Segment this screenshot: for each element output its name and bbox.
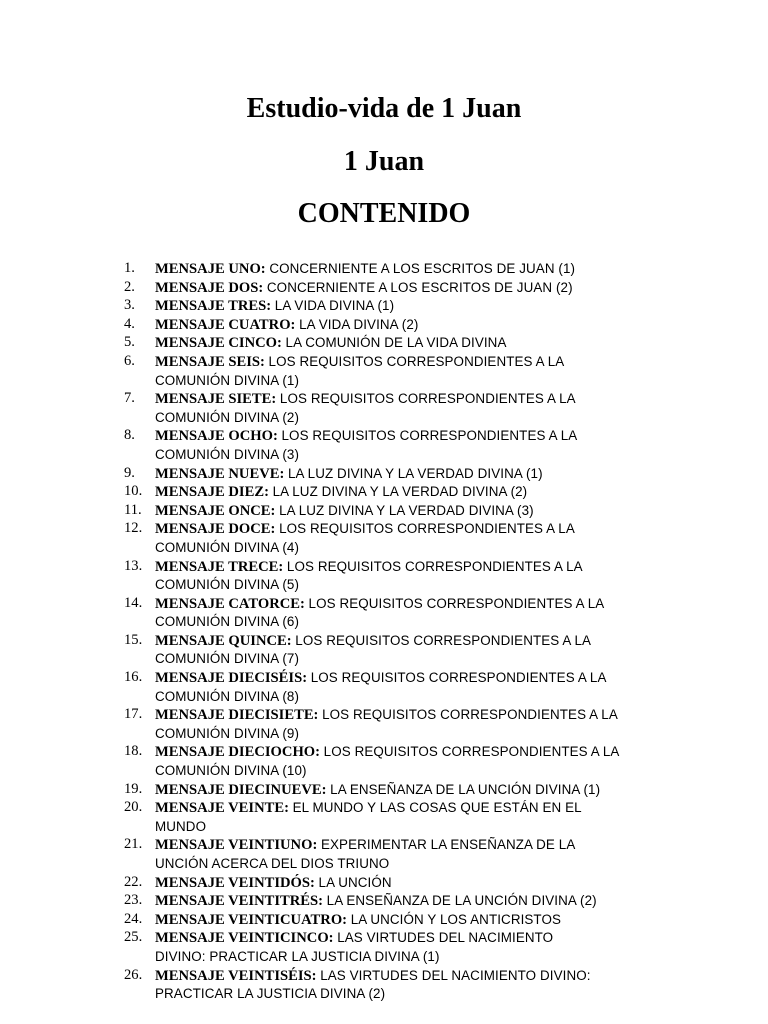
toc-entry-number (0, 297, 152, 315)
toc-entry (0, 520, 768, 557)
table-of-contents (0, 260, 768, 1004)
toc-entry-number (0, 595, 152, 613)
toc-entry-title-line: COMUNIÓN DIVINA (9) (155, 725, 299, 741)
toc-entry-title-line: EL MUNDO Y LAS COSAS QUE ESTÁN EN EL (292, 800, 582, 816)
toc-entry-label: MENSAJE NUEVE: (155, 465, 285, 482)
toc-entry-number-text: 2. (124, 278, 135, 295)
toc-entry-number (0, 781, 152, 799)
toc-entry (0, 502, 768, 521)
toc-entry-label: MENSAJE OCHO: (155, 428, 278, 445)
toc-entry-number (0, 520, 152, 538)
toc-entry-title-line: CONCERNIENTE A LOS ESCRITOS DE JUAN (1) (269, 261, 576, 276)
toc-entry-number (0, 427, 152, 445)
toc-entry-number (0, 892, 152, 910)
toc-entry-number-text: 10. (124, 483, 143, 500)
toc-entry-number (0, 632, 152, 650)
toc-entry-title-line: COMUNIÓN DIVINA (4) (155, 539, 299, 555)
toc-entry-title-line: PRACTICAR LA JUSTICIA DIVINA (2) (155, 986, 386, 1002)
toc-entry-title-line: MUNDO (155, 818, 207, 834)
toc-entry-title-line: LA UNCIÓN (318, 874, 392, 890)
toc-entry-label: MENSAJE QUINCE: (155, 632, 292, 649)
toc-entry-title-line: LOS REQUISITOS CORRESPONDIENTES A LA (323, 744, 620, 760)
toc-entry-number (0, 483, 152, 501)
toc-entry-title-line: LAS VIRTUDES DEL NACIMIENTO DIVINO: (320, 967, 591, 983)
toc-entry (0, 334, 768, 353)
toc-entry-title-line: LOS REQUISITOS CORRESPONDIENTES A LA (310, 670, 607, 686)
toc-entry-number (0, 911, 152, 929)
toc-entry-title-line: COMUNIÓN DIVINA (2) (155, 409, 299, 425)
toc-entry-title-line: DIVINO: PRACTICAR LA JUSTICIA DIVINA (1) (155, 948, 440, 964)
toc-entry-number-text: 3. (124, 297, 135, 314)
toc-entry-title-line: COMUNIÓN DIVINA (3) (155, 446, 299, 462)
toc-entry-number-text: 20. (124, 799, 143, 816)
toc-entry-label: MENSAJE CUATRO: (155, 316, 296, 333)
toc-entry-title-line: EXPERIMENTAR LA ENSEÑANZA DE LA (320, 837, 576, 853)
toc-entry (0, 743, 768, 780)
toc-entry-number (0, 874, 152, 892)
toc-entry-number-text: 13. (124, 557, 143, 574)
toc-entry-number (0, 799, 152, 817)
toc-entry-title-line: LA COMUNIÓN DE LA VIDA DIVINA (285, 335, 507, 351)
toc-entry (0, 967, 768, 1004)
toc-entry-title-line: LA VIDA DIVINA (2) (299, 316, 419, 332)
toc-entry-label: MENSAJE DIECISÉIS: (155, 670, 308, 687)
toc-entry-number-text: 24. (124, 910, 143, 927)
toc-entry-title-line: LOS REQUISITOS CORRESPONDIENTES A LA (308, 595, 605, 611)
toc-entry-number-text: 17. (124, 706, 143, 723)
toc-entry-number (0, 353, 152, 371)
toc-entry-label: MENSAJE DOS: (155, 279, 264, 296)
toc-entry (0, 929, 768, 966)
toc-entry-number (0, 260, 152, 278)
toc-entry-label: MENSAJE VEINTIDÓS: (155, 874, 315, 891)
toc-entry (0, 595, 768, 632)
toc-entry-title-line: COMUNIÓN DIVINA (6) (155, 614, 299, 630)
toc-entry-title-line: LA VIDA DIVINA (1) (274, 298, 395, 314)
toc-entry-number-text: 15. (124, 631, 143, 648)
toc-entry-title-line: LA LUZ DIVINA Y LA VERDAD DIVINA (1) (287, 465, 543, 481)
toc-entry-number (0, 502, 152, 520)
toc-entry-number-text: 22. (124, 873, 143, 890)
toc-entry-title-line: COMUNIÓN DIVINA (1) (155, 372, 299, 388)
toc-entry (0, 874, 768, 893)
toc-entry-number-text: 18. (124, 743, 143, 760)
toc-entry-number-text: 1. (124, 260, 135, 276)
toc-entry-title-line: UNCIÓN ACERCA DEL DIOS TRIUNO (155, 856, 390, 871)
toc-entry-title-line: LOS REQUISITOS CORRESPONDIENTES A LA (322, 707, 618, 723)
toc-entry-title-line: LA LUZ DIVINA Y LA VERDAD DIVINA (3) (279, 502, 534, 518)
toc-entry-number (0, 929, 152, 947)
toc-entry-label: MENSAJE TRECE: (155, 558, 284, 575)
contents-heading: CONTENIDO (297, 198, 471, 229)
toc-entry-number-text: 4. (124, 315, 135, 332)
toc-entry (0, 781, 768, 800)
toc-entry-number (0, 334, 152, 352)
toc-entry (0, 669, 768, 706)
toc-entry (0, 799, 768, 836)
toc-entry-number-text: 14. (124, 594, 143, 611)
toc-entry-number (0, 743, 152, 761)
toc-entry-label: MENSAJE VEINTICINCO: (155, 930, 334, 947)
toc-entry-label: MENSAJE CATORCE: (155, 595, 305, 612)
toc-entry-label: MENSAJE VEINTE: (155, 800, 289, 817)
toc-entry-title-line: COMUNIÓN DIVINA (10) (155, 763, 307, 779)
toc-entry-number-text: 26. (124, 966, 143, 983)
toc-entry (0, 427, 768, 464)
toc-entry-title-line: LOS REQUISITOS CORRESPONDIENTES A LA (295, 632, 592, 648)
toc-entry-title-line: LA ENSEÑANZA DE LA UNCIÓN DIVINA (2) (326, 893, 597, 909)
toc-entry-label: MENSAJE SEIS: (155, 353, 265, 370)
toc-entry (0, 558, 768, 595)
toc-entry-title-line: LOS REQUISITOS CORRESPONDIENTES A LA (279, 521, 575, 537)
toc-entry-number-text: 7. (124, 390, 135, 407)
toc-entry-title-line: CONCERNIENTE A LOS ESCRITOS DE JUAN (2) (266, 279, 573, 295)
toc-entry-number (0, 390, 152, 408)
document-title: Estudio-vida de 1 Juan (246, 93, 522, 124)
toc-entry-label: MENSAJE VEINTISÉIS: (155, 967, 317, 984)
toc-entry-title-line: LA LUZ DIVINA Y LA VERDAD DIVINA (2) (272, 484, 528, 500)
toc-entry-label: MENSAJE DOCE: (155, 521, 276, 538)
toc-entry-number (0, 836, 152, 854)
toc-entry (0, 836, 768, 873)
toc-entry-title-line: LAS VIRTUDES DEL NACIMIENTO (337, 930, 554, 946)
toc-entry-number-text: 16. (124, 669, 143, 686)
toc-entry-label: MENSAJE ONCE: (155, 502, 276, 519)
toc-entry-number (0, 967, 152, 985)
toc-entry (0, 483, 768, 502)
toc-entry-label: MENSAJE SIETE: (155, 391, 277, 408)
toc-entry-number-text: 21. (124, 836, 143, 853)
toc-entry-number (0, 669, 152, 687)
toc-entry (0, 911, 768, 930)
toc-entry (0, 465, 768, 484)
toc-entry-title-line: LA UNCIÓN Y LOS ANTICRISTOS (350, 911, 562, 927)
toc-entry (0, 297, 768, 316)
toc-entry-number-text: 12. (124, 520, 143, 537)
toc-entry (0, 632, 768, 669)
toc-entry-label: MENSAJE DIECISIETE: (155, 707, 319, 724)
toc-entry-label: MENSAJE VEINTITRÉS: (155, 893, 324, 910)
toc-entry-number (0, 558, 152, 576)
toc-entry-title-line: LOS REQUISITOS CORRESPONDIENTES A LA (281, 428, 578, 444)
toc-entry-title-line: LOS REQUISITOS CORRESPONDIENTES A LA (268, 353, 565, 369)
toc-entry-label: MENSAJE VEINTIUNO: (155, 837, 318, 854)
toc-entry-number (0, 706, 152, 724)
toc-entry-number (0, 279, 152, 297)
toc-entry-number (0, 465, 152, 483)
toc-entry-title-line: COMUNIÓN DIVINA (8) (155, 688, 299, 704)
toc-entry (0, 279, 768, 298)
toc-entry (0, 353, 768, 390)
toc-entry-title-line: COMUNIÓN DIVINA (7) (155, 651, 299, 667)
toc-entry-number-text: 23. (124, 892, 143, 909)
toc-entry-label: MENSAJE DIEZ: (155, 484, 269, 501)
toc-entry-label: MENSAJE VEINTICUATRO: (155, 911, 348, 928)
toc-entry (0, 892, 768, 911)
toc-entry-label: MENSAJE TRES: (155, 298, 272, 315)
toc-entry-number-text: 19. (124, 780, 143, 797)
toc-entry (0, 390, 768, 427)
toc-entry-title-line: LOS REQUISITOS CORRESPONDIENTES A LA (286, 558, 583, 574)
toc-entry-number-text: 6. (124, 352, 135, 369)
toc-entry-title-line: COMUNIÓN DIVINA (5) (155, 577, 299, 593)
toc-entry-label: MENSAJE DIECIOCHO: (155, 744, 321, 761)
toc-entry-label: MENSAJE DIECINUEVE: (155, 781, 327, 798)
toc-entry-number-text: 25. (124, 929, 143, 946)
toc-entry (0, 260, 768, 279)
toc-entry-number-text: 11. (124, 501, 142, 518)
toc-entry (0, 706, 768, 743)
toc-entry-title-line: LA ENSEÑANZA DE LA UNCIÓN DIVINA (1) (330, 781, 601, 797)
toc-entry-number (0, 316, 152, 334)
toc-entry (0, 316, 768, 335)
toc-entry-title-line: LOS REQUISITOS CORRESPONDIENTES A LA (279, 391, 576, 407)
toc-entry-label: MENSAJE CINCO: (155, 335, 282, 352)
toc-entry-number-text: 9. (124, 464, 135, 481)
toc-entry-number-text: 5. (124, 334, 135, 351)
toc-entry-number-text: 8. (124, 427, 135, 444)
toc-entry-label: MENSAJE UNO: (155, 261, 266, 277)
document-subtitle: 1 Juan (343, 146, 425, 177)
